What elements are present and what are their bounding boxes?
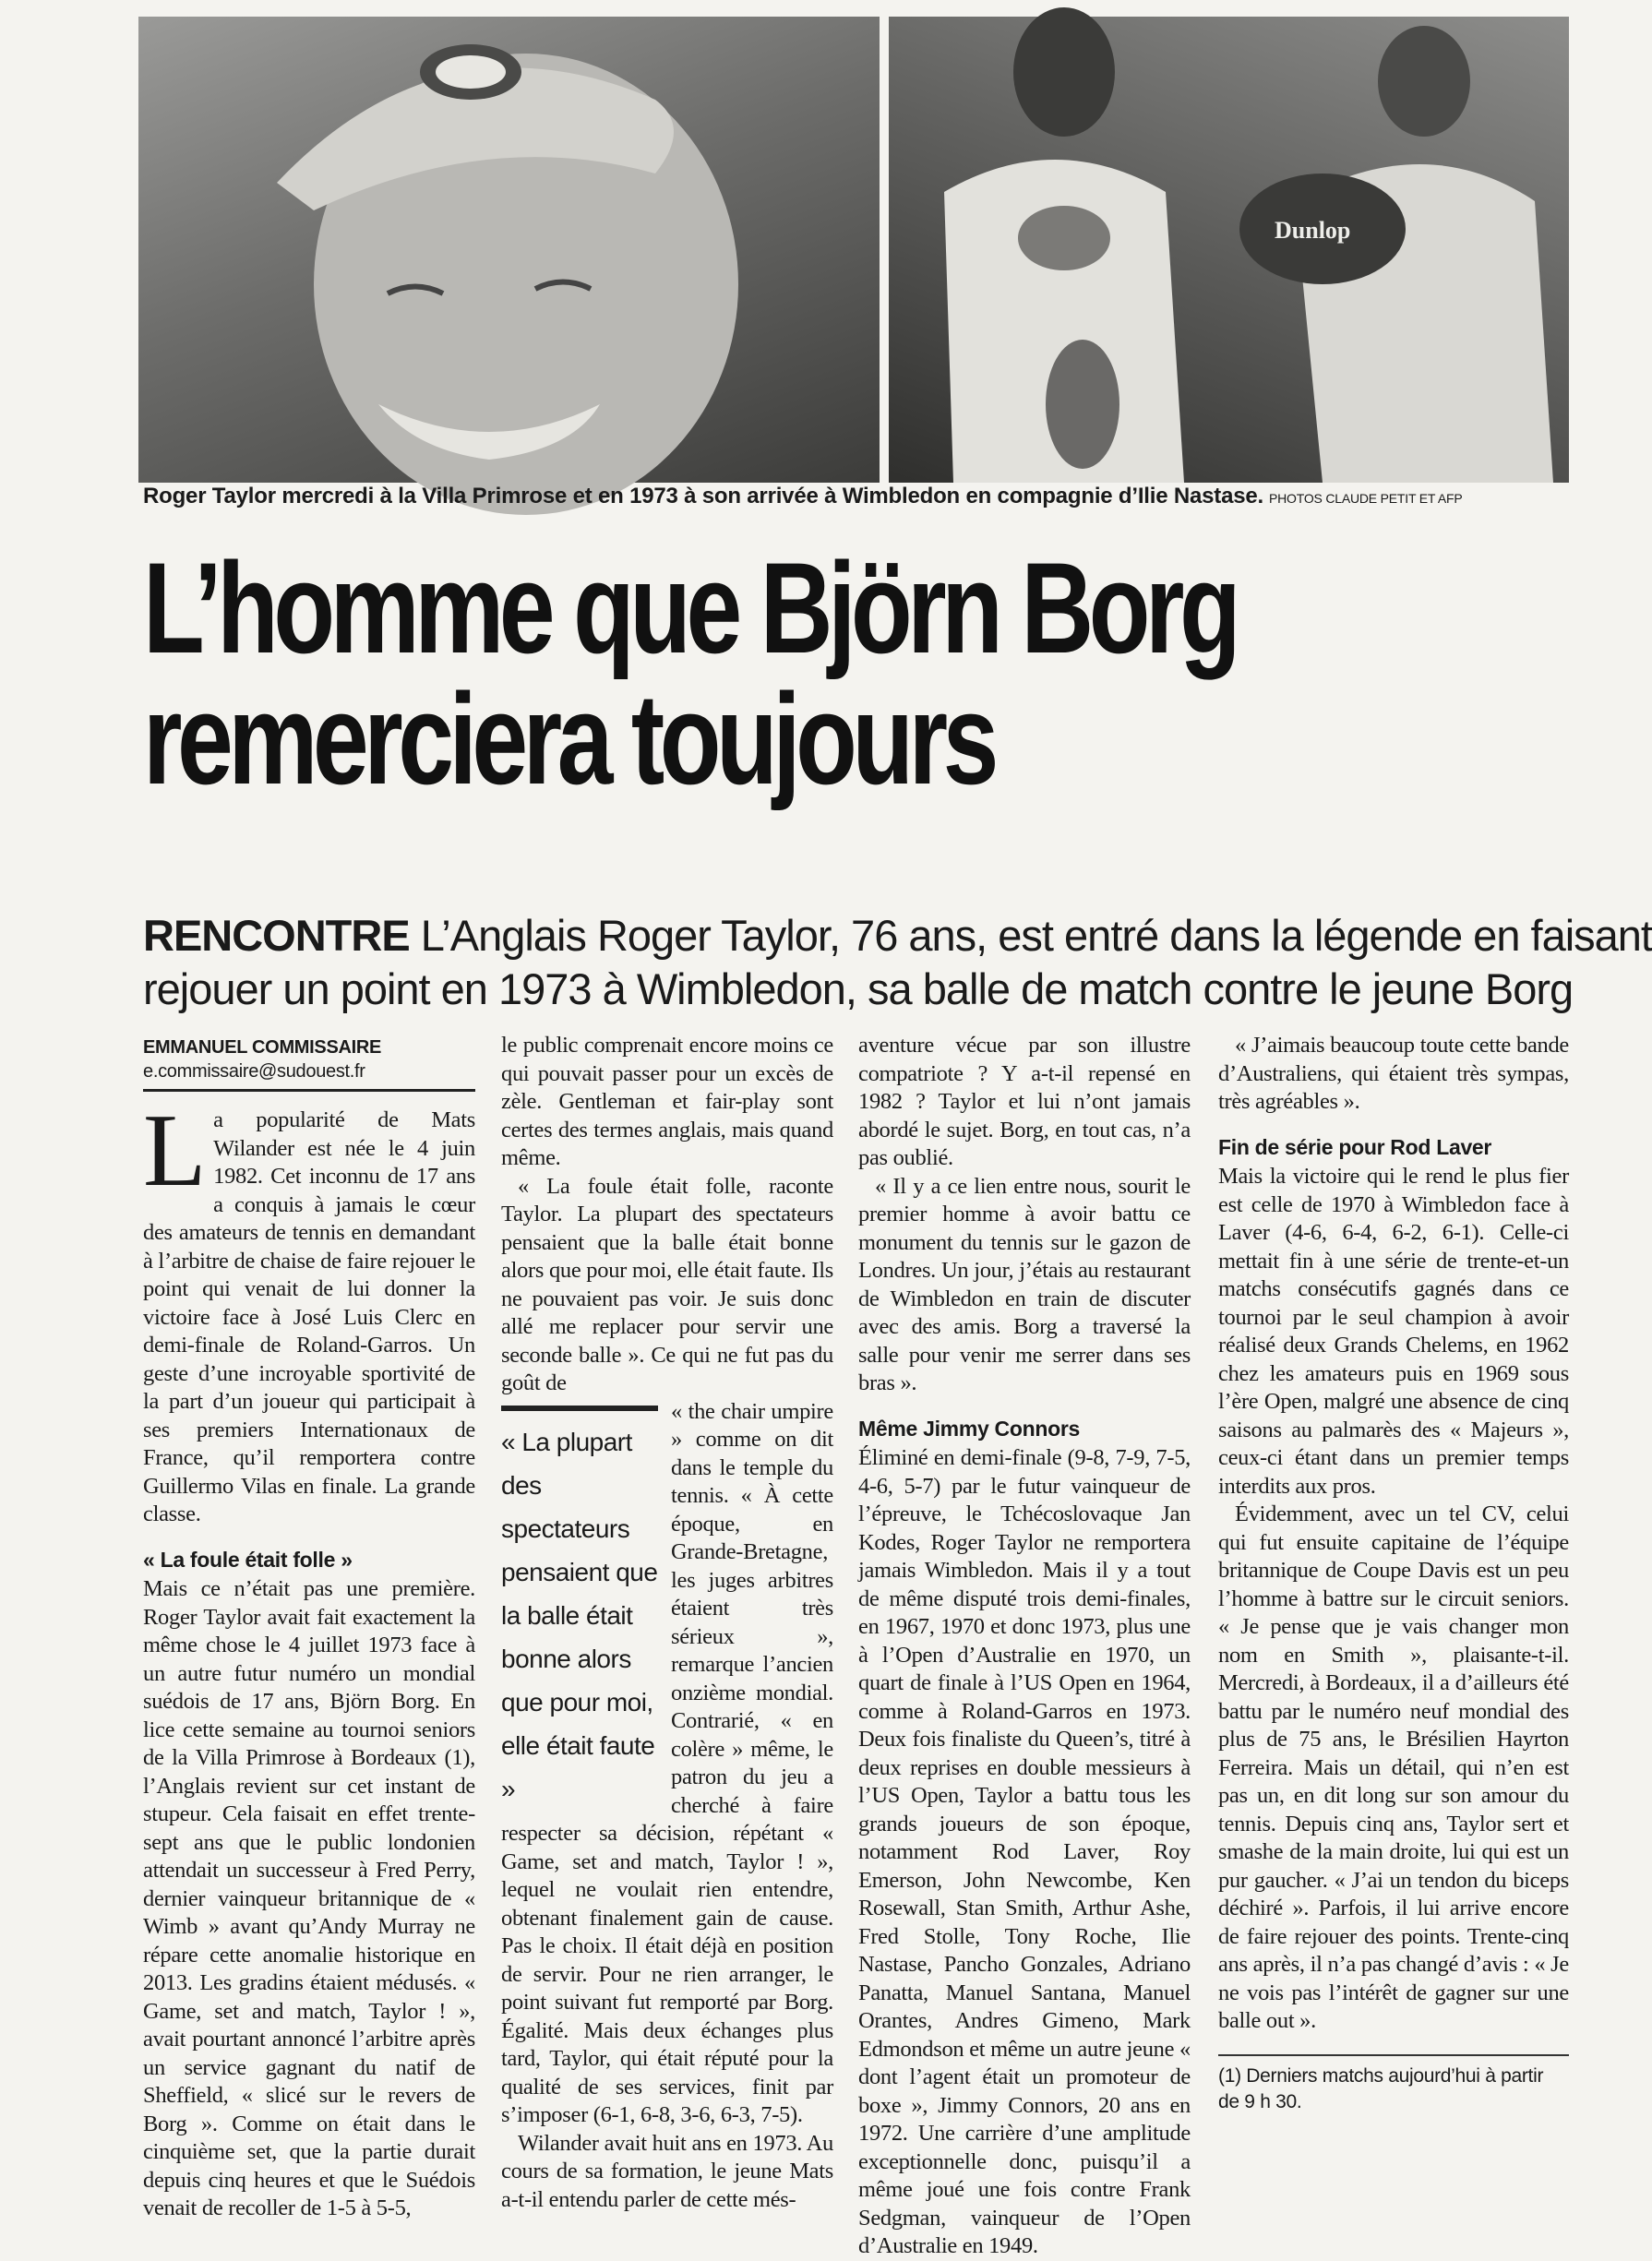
paragraph-8: « Il y a ce lien entre nous, sourit le premier homme à avoir battu ce monument du tennis sur le gazon de Londres. Un jour, j’étais au restaurant de Wimbledon en train de discuter avec des amis. Borg a traversé la salle pour venir me serrer dans ses bras ». <box>858 1173 1191 1395</box>
deck-kicker: RENCONTRE <box>143 911 410 960</box>
paragraph-7: aventure vécue par son illustre compatriote ? Y a-t-il repensé en 1982 ? Taylor et lui n’ont jamais abordé le sujet. Borg, en tout cas, n’a pas oublié. <box>858 1033 1191 1170</box>
paragraph-intro <box>143 1094 475 1529</box>
deck-line-1 <box>143 909 1652 963</box>
paragraph-4: « La foule était folle, raconte Taylor. La plupart des spectateurs pensaient que la balle était bonne alors que pour moi, elle était faute. Ils ne pouvaient pas voir. Je suis donc allé me replacer pour servir une seconde balle ». Ce qui ne fut pas du goût de <box>501 1173 833 1395</box>
paragraph-10: « J’aimais beaucoup toute cette bande d’Australiens, qui étaient très sympas, très agréables ». <box>1218 1033 1569 1114</box>
paragraph-intro-text: a popularité de Mats Wilander est née le 4 juin 1982. Cet inconnu de 17 ans a conquis à jamais le cœur des amateurs de tennis en demandant à l’arbitre de chaise de faire rejouer le point qui venait de lui donner la victoire face à José Luis Clerc en demi-finale de Roland-Garros. Un geste d’une incroyable sportivité de la part d’un joueur qui participait à ses premiers Internationaux de France, qu’il remportera contre Guillermo Vilas en finale. La grande classe. <box>143 1107 475 1526</box>
paragraph-2: Mais ce n’était pas une première. Roger Taylor avait fait exactement la même chose le 4 juillet 1973 face à un autre futur numéro un mondial suédois de 17 ans, Björn Borg. En lice cette semaine au tournoi seniors de la Villa Primrose à Bordeaux (1), l’Anglais revient sur cet instant de stupeur. Cela faisait en effet trente-sept ans que le public londonien attendait un successeur à Fred Perry, dernier vainqueur britannique de « Wimb » avant qu’Andy Murray ne répare cette anomalie historique en 2013. Les gradins étaient médusés. « Game, set and match, Taylor ! », avait pourtant annoncé l’arbitre après un service gagnant du natif de Sheffield, « slicé sur le revers de Borg ». Comme on était dans le cinquième set, que la partie durait depuis cinq heures et que le Suédois venait de recoller de 1-5 à 5-5, <box>143 1576 475 2220</box>
paragraph-5: « the chair umpire » comme on dit dans le temple du tennis. « À cette époque, en Grande-Bretagne, les juges arbitres étaient très sérieux », remarque l’ancien onzième mondial. Contrarié, « en colère » même, le patron du jeu a cherché à faire respecter sa décision, répétant « Game, set and match, Taylor ! », lequel ne voulait rien entendre, obtenant finalement gain de cause. Pas le choix. Il était déjà en position de servir. Pour ne rien arranger, le point suivant fut remporté par Borg. Égalité. Mais deux échanges plus tard, Taylor, qui était réputé pour la qualité de ses services, finit par s’imposer (6-1, 6-8, 3-6, 6-3, 7-5). <box>501 1398 833 2127</box>
footnote: (1) Derniers matchs aujourd’hui à partir de 9 h 30. <box>1218 2054 1569 2115</box>
caption-text: Roger Taylor mercredi à la Villa Primrose et en 1973 à son arrivée à Wimbledon en compagnie d’Ilie Nastase. <box>143 484 1263 508</box>
headline-line-1: L’homme que Björn Borg <box>143 535 1237 680</box>
paragraph-6: Wilander avait huit ans en 1973. Au cours de sa formation, le jeune Mats a-t-il entendu parler de cette més- <box>501 2130 833 2212</box>
paragraph-9: Éliminé en demi-finale (9-8, 7-9, 7-5, 4-6, 5-7) par le futur vainqueur de l’épreuve, le Tchécoslovaque Jan Kodes, Roger Taylor ne remportera jamais Wimbledon. Mais il y a tout de même disputé trois demi-finales, en 1967, 1970 et donc 1973, plus une à l’Open d’Australie en 1970, un quart de finale à l’US Open en 1964, comme à Roland-Garros en 1973. Deux fois finaliste du Queen’s, titré à deux reprises en double messieurs à l’US Open, Taylor a battu tous les grands joueurs de son époque, notamment Rod Laver, Roy Emerson, John Newcombe, Ken Rosewall, Stan Smith, Arthur Ashe, Fred Stolle, Tony Roche, Ilie Nastase, Pancho Gonzales, Adriano Panatta, Manuel Santana, Manuel Orantes, Andres Gimeno, Mark Edmondson et même un autre jeune « dont l’agent était un promoteur de boxe », Jimmy Connors, 20 ans en 1972. Une carrière d’une amplitude exceptionnelle donc, puisqu’il a même joué une fois contre Frank Sedgman, vainqueur de l’Open d’Australie en 1949. <box>858 1445 1191 2258</box>
column-1 <box>143 1035 475 2220</box>
paragraph-12: Évidemment, avec un tel CV, celui qui fut ensuite capitaine de l’équipe britannique de Coupe Davis est un peu l’homme à battre sur le circuit seniors. « Je pense que je vais changer mon nom en Smith », plaisante-t-il. Mercredi, à Bordeaux, il a d’ailleurs été battu par le numéro neuf mondial des plus de 75 ans, le Brésilien Hayrton Ferreira. Mais un détail, qui n’en est pas un, en dit long sur son amour du tennis. Depuis cinq ans, Taylor sert et smashe de la main droite, lui qui est un pur gaucher. « J’ai un tendon du biceps déchiré ». Parfois, il lui arrive encore de faire rejouer des points. Trente-cinq ans après, il n’a pas changé d’avis : « Je ne vois pas l’intérêt de gagner sur une balle out ». <box>1218 1501 1569 2033</box>
photo-roger-taylor-portrait <box>138 17 880 483</box>
wimbledon-illustration <box>889 17 1574 483</box>
dunlop-bag-label: Dunlop <box>1274 217 1351 244</box>
column-3 <box>858 1032 1191 2258</box>
drop-cap: L <box>143 1094 207 1208</box>
column-4 <box>1218 1032 1569 2148</box>
byline-author: EMMANUEL COMMISSAIRE <box>143 1037 382 1058</box>
subhead-connors: Même Jimmy Connors <box>858 1416 1080 1441</box>
subhead-foule: « La foule était folle » <box>143 1547 353 1572</box>
portrait-illustration <box>138 17 884 483</box>
photo-strip <box>138 17 1569 483</box>
headline <box>143 535 1569 811</box>
subhead-laver: Fin de série pour Rod Laver <box>1218 1134 1492 1159</box>
deck <box>143 909 1652 1016</box>
paragraph-11: Mais la victoire qui le rend le plus fier est celle de 1970 à Wimbledon face à Laver (4-6, 6-4, 6-2, 6-1). Celle-ci mettait fin à une série de trente-et-un matchs consécutifs gagnés dans ce tournoi par le seul champion à avoir réalisé deux Grands Chelems, en 1962 chez les amateurs puis en 1969 sous l’ère Open, malgré une absence de cinq saisons au palmarès des « Majeurs », ceux-ci étant dans un premier temps interdits aux pros. <box>1218 1164 1569 1499</box>
deck-line-2: rejouer un point en 1973 à Wimbledon, sa balle de match contre le jeune Borg <box>143 964 1574 1013</box>
deck-line-1-text: L’Anglais Roger Taylor, 76 ans, est entré dans la légende en faisant <box>409 911 1652 960</box>
photo-caption <box>143 484 1569 509</box>
photo-wimbledon-1973 <box>889 17 1569 483</box>
paragraph-3: le public comprenait encore moins ce qui pouvait passer pour un excès de zèle. Gentleman et fair-play sont certes des termes anglais, mais quand même. <box>501 1033 833 1170</box>
photo-credit: PHOTOS CLAUDE PETIT ET AFP <box>1269 491 1463 506</box>
headline-line-2: remerciera toujours <box>143 666 994 811</box>
byline-email: e.commissaire@sudouest.fr <box>143 1059 475 1092</box>
pull-quote: « La plupart des spectateurs pensaient que la balle était bonne alors que pour moi, elle était faute » <box>501 1406 658 1811</box>
column-2 <box>501 1032 833 2212</box>
